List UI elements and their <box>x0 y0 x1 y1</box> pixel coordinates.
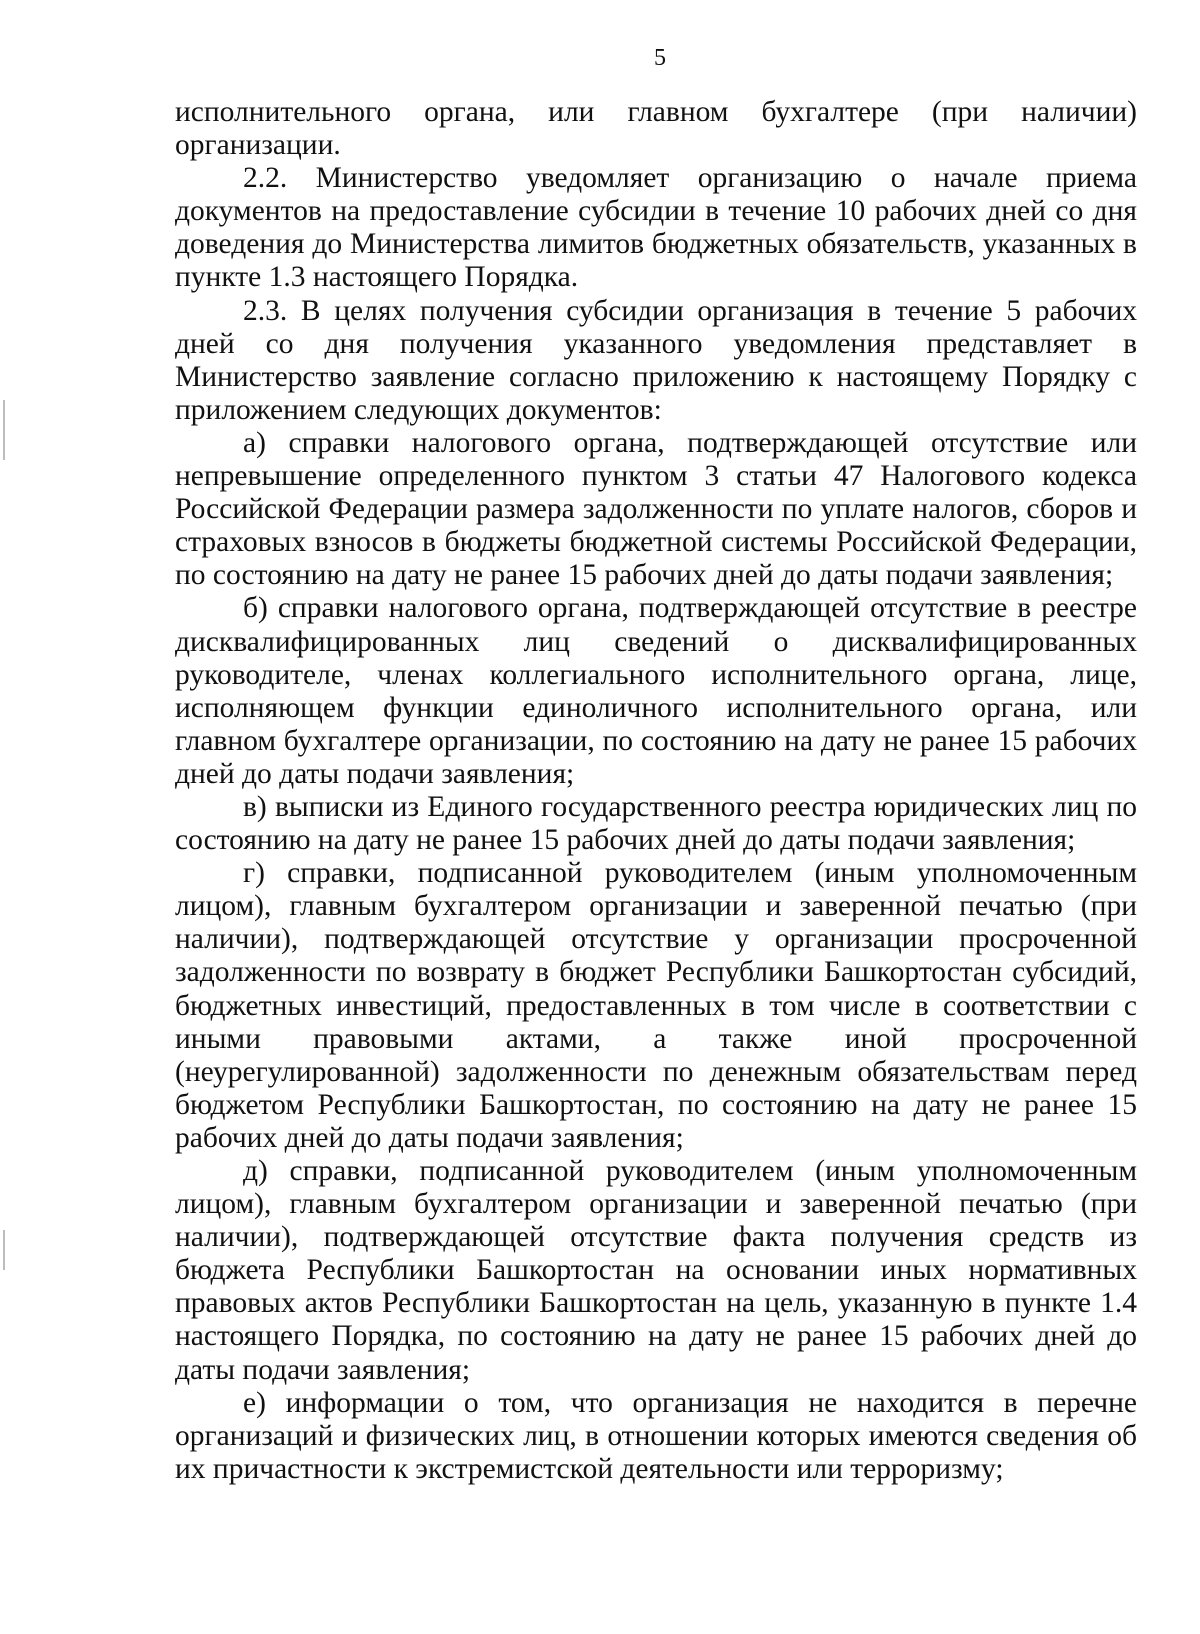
list-item-b: б) справки налогового органа, подтверждающей отсутствие в реестре дисквалифицированных лиц сведений о дисквалифицированных руководителе, членах коллегиального исполнительного органа, лице, исполняющем функции единоличного исполнительного органа, или главном бухгалтере организации, по состоянию на дату не ранее 15 рабочих дней до даты подачи заявления; <box>175 592 1137 790</box>
list-item-g: г) справки, подписанной руководителем (иным уполномоченным лицом), главным бухгалтером организации и заверенной печатью (при наличии), подтверждающей отсутствие у организации просроченной задолженности по возврату в бюджет Республики Башкортостан субсидий, бюджетных инвестиций, предоставленных в том числе в соответствии с иными правовыми актами, а также иной просроченной (неурегулированной) задолженности по денежным обязательствам перед бюджетом Республики Башкортостан, по состоянию на дату не ранее 15 рабочих дней до даты подачи заявления; <box>175 857 1137 1154</box>
paragraph-continuation: исполнительного органа, или главном бухгалтере (при наличии) организации. <box>175 96 1137 162</box>
list-item-d: д) справки, подписанной руководителем (иным уполномоченным лицом), главным бухгалтером организации и заверенной печатью (при наличии), подтверждающей отсутствие факта получения средств из бюджета Республики Башкортостан на основании иных нормативных правовых актов Республики Башкортостан на цель, указанную в пункте 1.4 настоящего Порядка, по состоянию на дату не ранее 15 рабочих дней до даты подачи заявления; <box>175 1155 1137 1386</box>
paragraph-2-2: 2.2. Министерство уведомляет организацию о начале приема документов на предоставление субсидии в течение 10 рабочих дней со дня доведения до Министерства лимитов бюджетных обязательств, указанных в пункте 1.3 настоящего Порядка. <box>175 162 1137 294</box>
list-item-e: е) информации о том, что организация не находится в перечне организаций и физических лиц, в отношении которых имеются сведения об их причастности к экстремистской деятельности или терроризму; <box>175 1386 1137 1485</box>
scan-edge-mark <box>3 400 5 460</box>
scan-edge-mark <box>3 1230 5 1270</box>
list-item-a: а) справки налогового органа, подтверждающей отсутствие или непревышение определенного пунктом 3 статьи 47 Налогового кодекса Российской Федерации размера задолженности по уплате налогов, сборов и страховых взносов в бюджеты бюджетной системы Российской Федерации, по состоянию на дату не ранее 15 рабочих дней до даты подачи заявления; <box>175 426 1137 592</box>
paragraph-2-3: 2.3. В целях получения субсидии организация в течение 5 рабочих дней со дня получения указанного уведомления представляет в Министерство заявление согласно приложению к настоящему Порядку с приложением следующих документов: <box>175 294 1137 426</box>
page-number: 5 <box>654 45 666 71</box>
list-item-v: в) выписки из Единого государственного реестра юридических лиц по состоянию на дату не ранее 15 рабочих дней до даты подачи заявления; <box>175 790 1137 857</box>
document-body <box>175 96 1137 1486</box>
